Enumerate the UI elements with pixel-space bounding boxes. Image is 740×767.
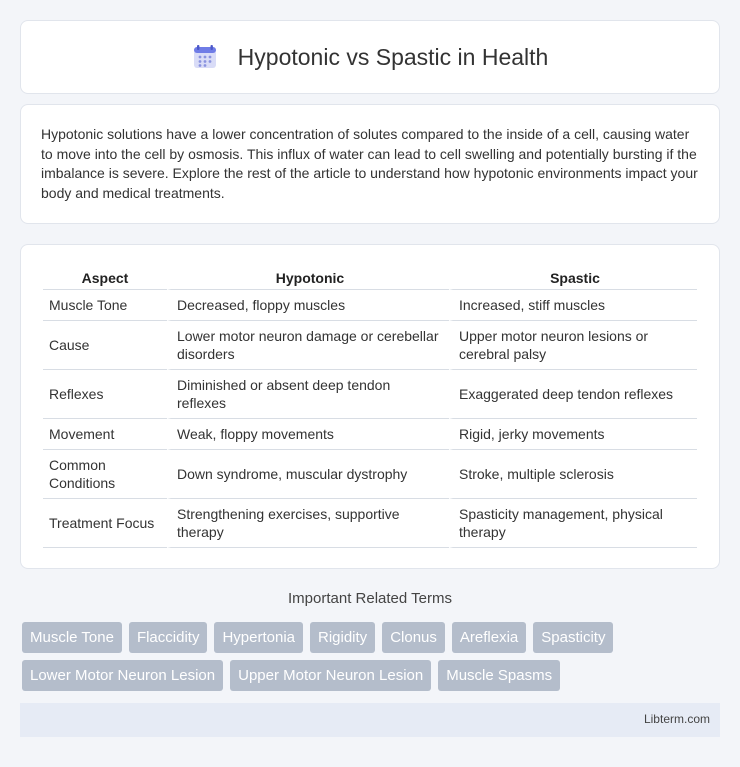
table-cell: Upper motor neuron lesions or cerebral palsy (449, 321, 697, 370)
table-cell: Movement (43, 419, 167, 450)
table-cell: Rigid, jerky movements (449, 419, 697, 450)
related-term-tag[interactable]: Hypertonia (214, 622, 303, 653)
table-cell: Reflexes (43, 370, 167, 419)
related-term-tag[interactable]: Lower Motor Neuron Lesion (22, 660, 223, 691)
related-term-tag[interactable]: Areflexia (452, 622, 526, 653)
table-row (43, 370, 697, 419)
table-cell: Strengthening exercises, supportive therapy (167, 499, 449, 548)
header-card (20, 20, 720, 94)
page-title: Hypotonic vs Spastic in Health (237, 43, 549, 70)
related-terms-title: Important Related Terms (288, 590, 452, 607)
intro-card (20, 104, 720, 224)
related-term-tag[interactable]: Rigidity (310, 622, 375, 653)
column-header: Hypotonic (167, 263, 449, 290)
table-cell: Decreased, floppy muscles (167, 290, 449, 321)
table-row (43, 450, 697, 499)
table-cell: Diminished or absent deep tendon reflexes (167, 370, 449, 419)
table-row (43, 290, 697, 321)
table-row (43, 321, 697, 370)
table-header-row (43, 263, 697, 290)
table-cell: Lower motor neuron damage or cerebellar disorders (167, 321, 449, 370)
table-cell: Muscle Tone (43, 290, 167, 321)
related-term-tag[interactable]: Flaccidity (129, 622, 208, 653)
column-header: Spastic (449, 263, 697, 290)
table-cell: Stroke, multiple sclerosis (449, 450, 697, 499)
related-term-tag[interactable]: Clonus (382, 622, 445, 653)
table-row (43, 419, 697, 450)
table-row (43, 499, 697, 548)
related-term-tag[interactable]: Upper Motor Neuron Lesion (230, 660, 431, 691)
footer (20, 703, 720, 737)
table-cell: Increased, stiff muscles (449, 290, 697, 321)
table-cell: Down syndrome, muscular dystrophy (167, 450, 449, 499)
table-cell: Common Conditions (43, 450, 167, 499)
comparison-table (43, 263, 697, 548)
footer-site-link[interactable]: Libterm.com (643, 712, 710, 726)
table-cell: Cause (43, 321, 167, 370)
table-cell: Spasticity management, physical therapy (449, 499, 697, 548)
comparison-card (20, 244, 720, 569)
table-cell: Treatment Focus (43, 499, 167, 548)
related-terms-list (22, 622, 722, 698)
related-term-tag[interactable]: Muscle Spasms (438, 660, 560, 691)
table-cell: Exaggerated deep tendon reflexes (449, 370, 697, 419)
related-term-tag[interactable]: Spasticity (533, 622, 613, 653)
table-cell: Weak, floppy movements (167, 419, 449, 450)
related-term-tag[interactable]: Muscle Tone (22, 622, 122, 653)
intro-text: Hypotonic solutions have a lower concentration of solutes compared to the inside of a cell, causing water to move into the cell by osmosis. This influx of water can lead to cell swelling and potentially bursting if the imbalance is severe. Explore the rest of the article to understand how hypotonic environments impact your body and medical treatments. (41, 126, 698, 201)
calendar-icon (192, 44, 218, 70)
column-header: Aspect (43, 263, 167, 290)
